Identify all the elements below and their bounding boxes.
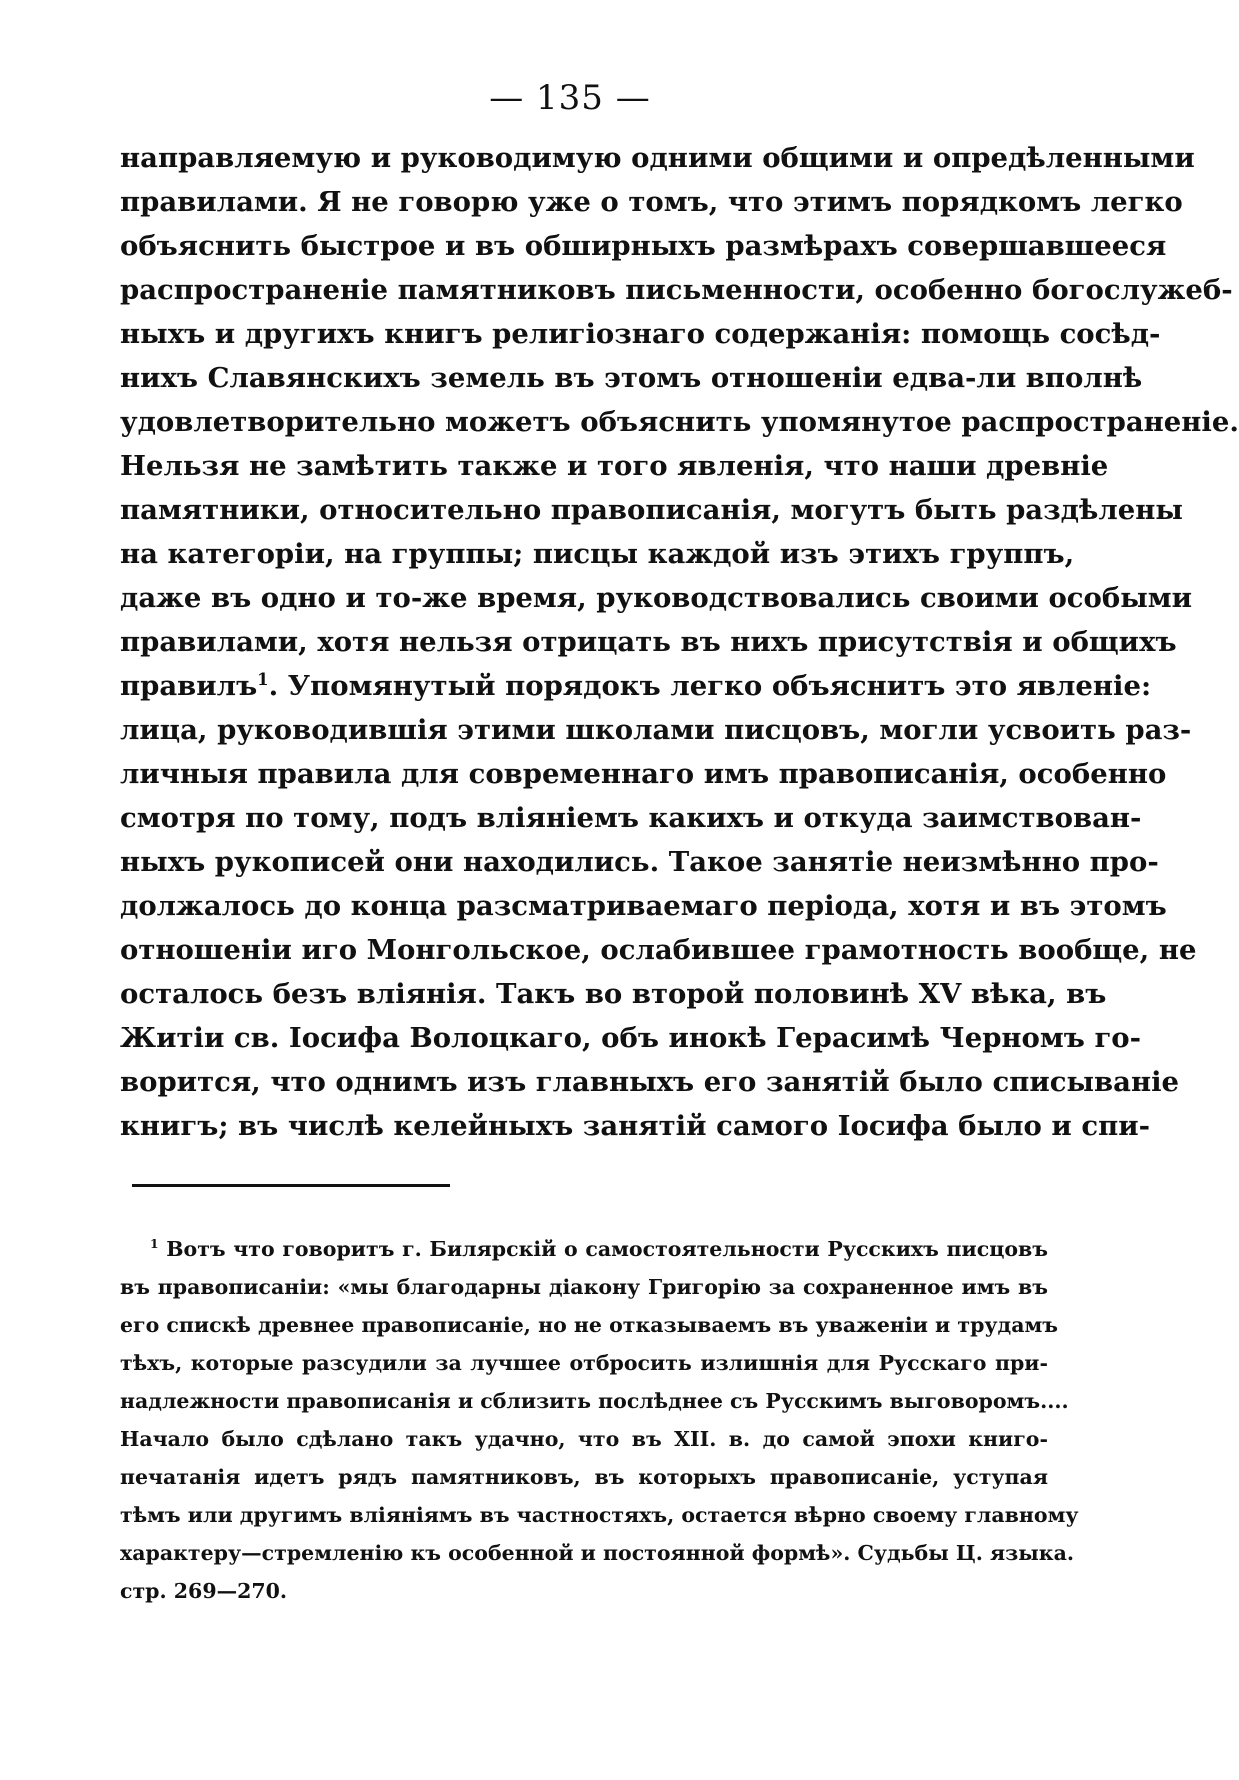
footnote-line: тѣхъ, которые разсудили за лучшее отбросить излишнія для Русскаго при- xyxy=(120,1351,1048,1375)
text-line xyxy=(120,664,1152,708)
footnote-line: Начало было сдѣлано такъ удачно, что въ XII. в. до самой эпохи книго- xyxy=(120,1427,1048,1451)
footnote-reference[interactable]: 1 xyxy=(257,669,269,689)
text-line: осталось безъ вліянія. Такъ во второй половинѣ XV вѣка, въ xyxy=(120,978,1107,1010)
footnote-line: стр. 269—270. xyxy=(120,1579,288,1603)
text-line: памятники, относительно правописанія, могутъ быть раздѣлены xyxy=(120,494,1183,526)
footnote-line: его спискѣ древнее правописаніе, но не отказываемъ въ уваженіи и трудамъ xyxy=(120,1313,1059,1337)
text-line: лица, руководившія этими школами писцовъ, могли усвоить раз- xyxy=(120,714,1192,746)
text-line: ворится, что однимъ изъ главныхъ его занятій было списываніе xyxy=(120,1066,1180,1098)
footnote-text: Вотъ что говоритъ г. Билярскій о самостоятельности Русскихъ писцовъ xyxy=(166,1237,1048,1261)
text-line: правилами, хотя нельзя отрицать въ нихъ присутствія и общихъ xyxy=(120,626,1177,658)
text-line: личныя правила для современнаго имъ правописанія, особенно xyxy=(120,758,1167,790)
text-line: ныхъ и другихъ книгъ религіознаго содержанія: помощь сосѣд- xyxy=(120,318,1161,350)
text-line: Житіи св. Іосифа Волоцкаго, объ инокѣ Герасимѣ Черномъ го- xyxy=(120,1022,1142,1054)
text-line: даже въ одно и то-же время, руководствовались своими особыми xyxy=(120,582,1193,614)
footnote-divider xyxy=(132,1184,450,1187)
footnote-line: печатанія идетъ рядъ памятниковъ, въ которыхъ правописаніе, уступая xyxy=(120,1465,1048,1489)
text-line: должалось до конца разсматриваемаго періода, хотя и въ этомъ xyxy=(120,890,1167,922)
footnote-line: въ правописаніи: «мы благодарны діакону Григорію за сохраненное имъ въ xyxy=(120,1275,1048,1299)
text-line: отношеніи иго Монгольское, ослабившее грамотность вообще, не xyxy=(120,934,1197,966)
text-line: книгъ; въ числѣ келейныхъ занятій самого Іосифа было и спи- xyxy=(120,1110,1151,1142)
footnote-line: характеру—стремленію къ особенной и постоянной формѣ». Судьбы Ц. языка. xyxy=(120,1541,1074,1565)
text-fragment: правилъ xyxy=(120,670,258,702)
text-line: правилами. Я не говорю уже о томъ, что этимъ порядкомъ легко xyxy=(120,186,1183,218)
text-line: объяснить быстрое и въ обширныхъ размѣрахъ совершавшееся xyxy=(120,230,1167,262)
footnote-line: тѣмъ или другимъ вліяніямъ въ частностяхъ, остается вѣрно своему главному xyxy=(120,1503,1079,1527)
text-line: распространеніе памятниковъ письменности, особенно богослужеб- xyxy=(120,274,1233,306)
text-line: ныхъ рукописей они находились. Такое занятіе неизмѣнно про- xyxy=(120,846,1159,878)
footnote xyxy=(120,1230,1079,1610)
text-line: направляемую и руководимую одними общими и опредѣленными xyxy=(120,142,1195,174)
footnote-marker: 1 xyxy=(150,1236,159,1252)
text-line: смотря по тому, подъ вліяніемъ какихъ и откуда заимствован- xyxy=(120,802,1142,834)
page-number: — 135 — xyxy=(489,78,651,118)
text-line: нихъ Славянскихъ земель въ этомъ отношеніи едва-ли вполнѣ xyxy=(120,362,1143,394)
footnote-line xyxy=(120,1230,1048,1268)
footnote-line: надлежности правописанія и сблизить послѣднее съ Русскимъ выговоромъ.... xyxy=(120,1389,1069,1413)
text-line: Нельзя не замѣтить также и того явленія, что наши древніе xyxy=(120,450,1109,482)
text-line: удовлетворительно можетъ объяснить упомянутое распространеніе. xyxy=(120,406,1239,438)
text-line: на категоріи, на группы; писцы каждой изъ этихъ группъ, xyxy=(120,538,1075,570)
text-fragment: . Упомянутый порядокъ легко объяснитъ это явленіе: xyxy=(268,670,1152,702)
body-text xyxy=(120,136,1239,1148)
